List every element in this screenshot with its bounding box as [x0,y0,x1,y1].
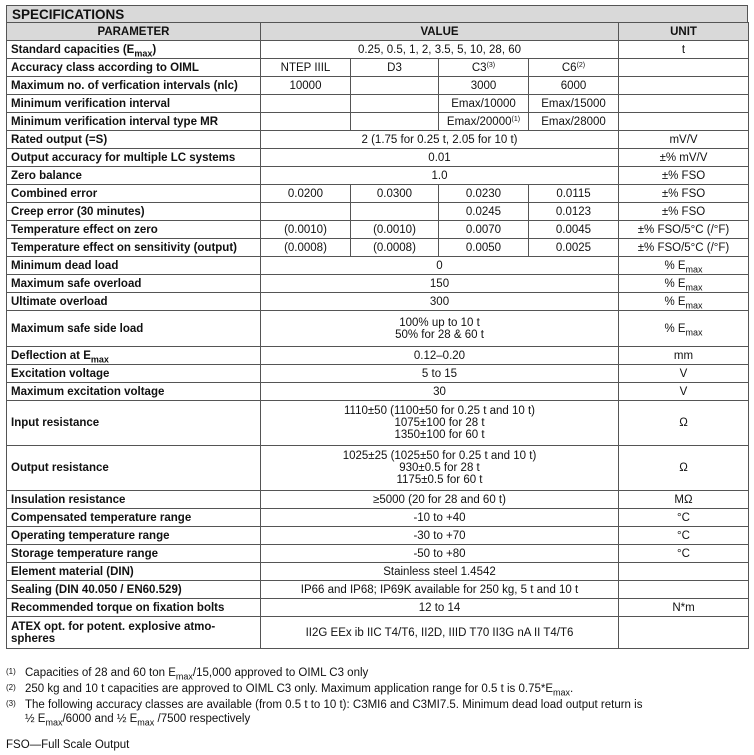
table-row [7,563,749,581]
value-cell: 2 (1.75 for 0.25 t, 2.05 for 10 t) [261,131,619,149]
unit-cell: % $E_{max}$ [619,311,749,347]
param-cell: Output accuracy for multiple LC systems [7,149,261,167]
param-cell: Rated output (=S) [7,131,261,149]
param-cell: Minimum verification interval type MR [7,113,261,131]
value-cell: -30 to +70 [261,527,619,545]
param-cell: Deflection at $E_{max}$ [7,347,261,365]
unit-cell: ±% mV/V [619,149,749,167]
value-cell: 0.12–0.20 [261,347,619,365]
param-cell: Sealing (DIN 40.050 / EN60.529) [7,581,261,599]
value-cell: Emax/20000$^{(1)}$ [439,113,529,131]
footnote: (1) Capacities of 28 and 60 ton $E_{max}/15,000$ approved to OIML C3 only [6,667,369,682]
table-row [7,239,749,257]
value-cell: 0.0050 [439,239,529,257]
value-cell: (0.0010) [261,221,351,239]
table-row [7,275,749,293]
table-row [7,41,749,59]
unit-cell [619,95,749,113]
unit-cell [619,581,749,599]
table-row [7,257,749,275]
value-cell: 0.0123 [529,203,619,221]
unit-cell: V [619,383,749,401]
unit-cell: % $E_{max}$ [619,257,749,275]
value-cell [351,203,439,221]
param-cell: Creep error (30 minutes) [7,203,261,221]
unit-cell: t [619,41,749,59]
value-cell: 1025±25 (1025±50 for 0.25 t and 10 t) 930±0.5 for 28 t 1175±0.5 for 60 t [261,446,619,491]
unit-cell [619,59,749,77]
unit-cell: ±% FSO/5°C (/°F) [619,239,749,257]
table-row [7,509,749,527]
param-cell: Input resistance [7,401,261,446]
value-cell: 0.0070 [439,221,529,239]
footnote: (3) The following accuracy classes are available (from 0.5 t to 10 t): C3MI6 and C3MI7.5. Minimum dead load output return is ½ $E_{max}/6000$ and ½ $E_{max}$ /7500 respectively [6,699,643,728]
table-row [7,77,749,95]
param-cell: Minimum verification interval [7,95,261,113]
value-cell: 0.01 [261,149,619,167]
table-row [7,446,749,491]
param-cell: Element material (DIN) [7,563,261,581]
value-cell: 0.0245 [439,203,529,221]
param-cell: Accuracy class according to OIML [7,59,261,77]
value-cell: 1110±50 (1100±50 for 0.25 t and 10 t) 1075±100 for 28 t 1350±100 for 60 t [261,401,619,446]
value-cell: 0.25, 0.5, 1, 2, 3.5, 5, 10, 28, 60 [261,41,619,59]
value-cell: Emax/15000 [529,95,619,113]
unit-cell: °C [619,509,749,527]
value-cell [261,113,351,131]
value-cell: -50 to +80 [261,545,619,563]
table-row [7,221,749,239]
unit-cell: V [619,365,749,383]
value-cell: Emax/10000 [439,95,529,113]
param-cell: Storage temperature range [7,545,261,563]
value-cell: 0.0115 [529,185,619,203]
table-row [7,401,749,446]
specifications-table [6,22,749,649]
param-cell: Ultimate overload [7,293,261,311]
param-cell: ATEX opt. for potent. explosive atmo- spheres [7,617,261,649]
value-cell: 0 [261,257,619,275]
table-row [7,599,749,617]
value-cell [351,95,439,113]
unit-cell [619,617,749,649]
unit-cell [619,77,749,95]
table-row [7,347,749,365]
value-cell: 12 to 14 [261,599,619,617]
param-cell: Compensated temperature range [7,509,261,527]
unit-cell: ±% FSO [619,203,749,221]
header-parameter: PARAMETER [7,23,261,41]
value-cell: 0.0230 [439,185,529,203]
table-row [7,167,749,185]
value-cell: D3 [351,59,439,77]
table-row [7,527,749,545]
unit-cell: °C [619,527,749,545]
table-row [7,491,749,509]
table-header-row [7,23,749,41]
table-row [7,203,749,221]
value-cell: (0.0008) [351,239,439,257]
page-title: SPECIFICATIONS [6,5,748,22]
param-cell: Combined error [7,185,261,203]
value-cell: -10 to +40 [261,509,619,527]
footnote: (2) 250 kg and 10 t capacities are approved to OIML C3 only. Maximum application range for 0.5 t is $0.75*E_{max}$. [6,683,574,698]
value-cell: 100% up to 10 t 50% for 28 & 60 t [261,311,619,347]
table-row [7,149,749,167]
value-cell: 5 to 15 [261,365,619,383]
unit-cell [619,563,749,581]
value-cell: 3000 [439,77,529,95]
table-row [7,113,749,131]
value-cell: 0.0025 [529,239,619,257]
value-cell: (0.0010) [351,221,439,239]
unit-cell: % $E_{max}$ [619,275,749,293]
value-cell: 0.0045 [529,221,619,239]
param-cell: Temperature effect on zero [7,221,261,239]
param-cell: Standard capacities $(E_{max})$ [7,41,261,59]
table-row [7,383,749,401]
table-row [7,131,749,149]
value-cell: 6000 [529,77,619,95]
unit-cell [619,113,749,131]
param-cell: Excitation voltage [7,365,261,383]
unit-cell: mm [619,347,749,365]
unit-cell: mV/V [619,131,749,149]
param-cell: Maximum safe overload [7,275,261,293]
table-row [7,95,749,113]
param-cell: Maximum no. of verfication intervals (nlc) [7,77,261,95]
value-cell: ≥5000 (20 for 28 and 60 t) [261,491,619,509]
value-cell: 150 [261,275,619,293]
footnotes [6,666,748,726]
unit-cell: ±% FSO [619,185,749,203]
value-cell: 10000 [261,77,351,95]
unit-cell: Ω [619,446,749,491]
value-cell [261,203,351,221]
unit-cell: N*m [619,599,749,617]
unit-cell: MΩ [619,491,749,509]
value-cell: Stainless steel 1.4542 [261,563,619,581]
unit-cell: % $E_{max}$ [619,293,749,311]
table-row [7,293,749,311]
value-cell: C3$^{(3)}$ [439,59,529,77]
table-row [7,365,749,383]
value-cell: 30 [261,383,619,401]
param-cell: Recommended torque on fixation bolts [7,599,261,617]
param-cell: Insulation resistance [7,491,261,509]
value-cell: 300 [261,293,619,311]
unit-cell: Ω [619,401,749,446]
param-cell: Maximum excitation voltage [7,383,261,401]
table-row [7,185,749,203]
table-row [7,545,749,563]
value-cell [261,95,351,113]
fso-definition: FSO—Full Scale Output [6,739,130,751]
value-cell: 0.0200 [261,185,351,203]
value-cell: C6$^{(2)}$ [529,59,619,77]
unit-cell: °C [619,545,749,563]
value-cell: 0.0300 [351,185,439,203]
value-cell: IP66 and IP68; IP69K available for 250 kg, 5 t and 10 t [261,581,619,599]
param-cell: Minimum dead load [7,257,261,275]
table-row [7,311,749,347]
param-cell: Zero balance [7,167,261,185]
param-cell: Maximum safe side load [7,311,261,347]
unit-cell: ±% FSO/5°C (/°F) [619,221,749,239]
param-cell: Operating temperature range [7,527,261,545]
value-cell [351,113,439,131]
unit-cell: ±% FSO [619,167,749,185]
table-row [7,59,749,77]
table-row [7,581,749,599]
value-cell: (0.0008) [261,239,351,257]
value-cell: NTEP IIIL [261,59,351,77]
value-cell [351,77,439,95]
header-value: VALUE [261,23,619,41]
table-row [7,617,749,649]
param-cell: Temperature effect on sensitivity (output) [7,239,261,257]
value-cell: 1.0 [261,167,619,185]
value-cell: Emax/28000 [529,113,619,131]
param-cell: Output resistance [7,446,261,491]
value-cell: II2G EEx ib IIC T4/T6, II2D, IIID T70 II3G nA II T4/T6 [261,617,619,649]
header-unit: UNIT [619,23,749,41]
